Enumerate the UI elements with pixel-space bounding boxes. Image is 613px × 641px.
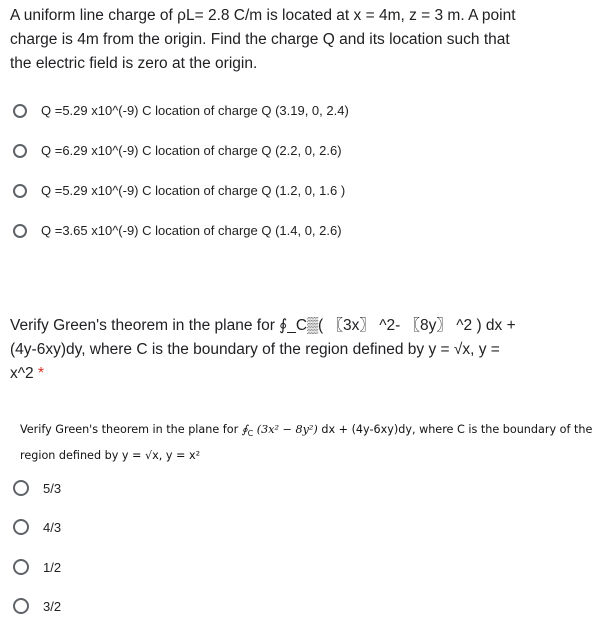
- question-1-line: the electric field is zero at the origin.: [10, 55, 258, 72]
- radio-button[interactable]: [13, 184, 27, 198]
- question-2-line: (4y-6xy)dy, where C is the boundary of the region defined by y = √x, y =: [10, 341, 500, 358]
- option-label: Q =6.29 x10^(-9) C location of charge Q (2.2, 0, 2.6): [41, 143, 342, 158]
- radio-button[interactable]: [13, 104, 27, 118]
- image-line-1: [20, 419, 592, 445]
- radio-button[interactable]: [13, 519, 29, 535]
- radio-button[interactable]: [13, 480, 29, 496]
- q2-option-4[interactable]: [13, 598, 61, 614]
- q1-option-2[interactable]: [13, 143, 342, 158]
- question-1-text: [10, 4, 516, 76]
- radio-button[interactable]: [13, 224, 27, 238]
- q1-option-4[interactable]: [13, 223, 342, 238]
- question-1-line: charge is 4m from the origin. Find the charge Q and its location such that: [10, 31, 510, 48]
- question-2-text: [10, 314, 516, 386]
- radio-button[interactable]: [13, 144, 27, 158]
- radio-button[interactable]: [13, 598, 29, 614]
- option-label: Q =5.29 x10^(-9) C location of charge Q (1.2, 0, 1.6 ): [41, 183, 346, 198]
- q1-option-3[interactable]: [13, 183, 345, 198]
- question-2-line-end: x^2: [10, 365, 34, 382]
- option-label: 5/3: [43, 480, 62, 496]
- question-2-image: [20, 419, 592, 467]
- option-label: 3/2: [43, 598, 62, 614]
- integral-symbol: ∮: [241, 423, 248, 436]
- radio-button[interactable]: [13, 559, 29, 575]
- q2-option-1[interactable]: [13, 480, 61, 496]
- question-2-line: [10, 362, 516, 386]
- image-line-2: region defined by y = √x, y = x²: [20, 449, 201, 463]
- image-text-a: Verify Green's theorem in the plane for: [20, 423, 242, 436]
- question-1-line: A uniform line charge of ρL= 2.8 C/m is located at x = 4m, z = 3 m. A point: [10, 7, 516, 24]
- integral-subscript: C: [247, 429, 254, 439]
- q2-option-3[interactable]: [13, 559, 61, 575]
- option-label: Q =3.65 x10^(-9) C location of charge Q (1.4, 0, 2.6): [41, 223, 342, 238]
- image-math-term: (3x² − 8y²): [256, 423, 318, 436]
- option-label: Q =5.29 x10^(-9) C location of charge Q (3.19, 0, 2.4): [41, 103, 349, 118]
- required-asterisk: *: [37, 365, 45, 382]
- option-label: 4/3: [43, 519, 62, 535]
- image-text-b: dx + (4y-6xy)dy, where C is the boundary of the: [321, 423, 593, 436]
- question-2-line: Verify Green's theorem in the plane for ∮_C▒( 〖3x〗 ^2- 〖8y〗 ^2 ) dx +: [10, 317, 516, 334]
- q2-option-2[interactable]: [13, 519, 61, 535]
- q1-option-1[interactable]: [13, 103, 349, 118]
- option-label: 1/2: [43, 559, 62, 575]
